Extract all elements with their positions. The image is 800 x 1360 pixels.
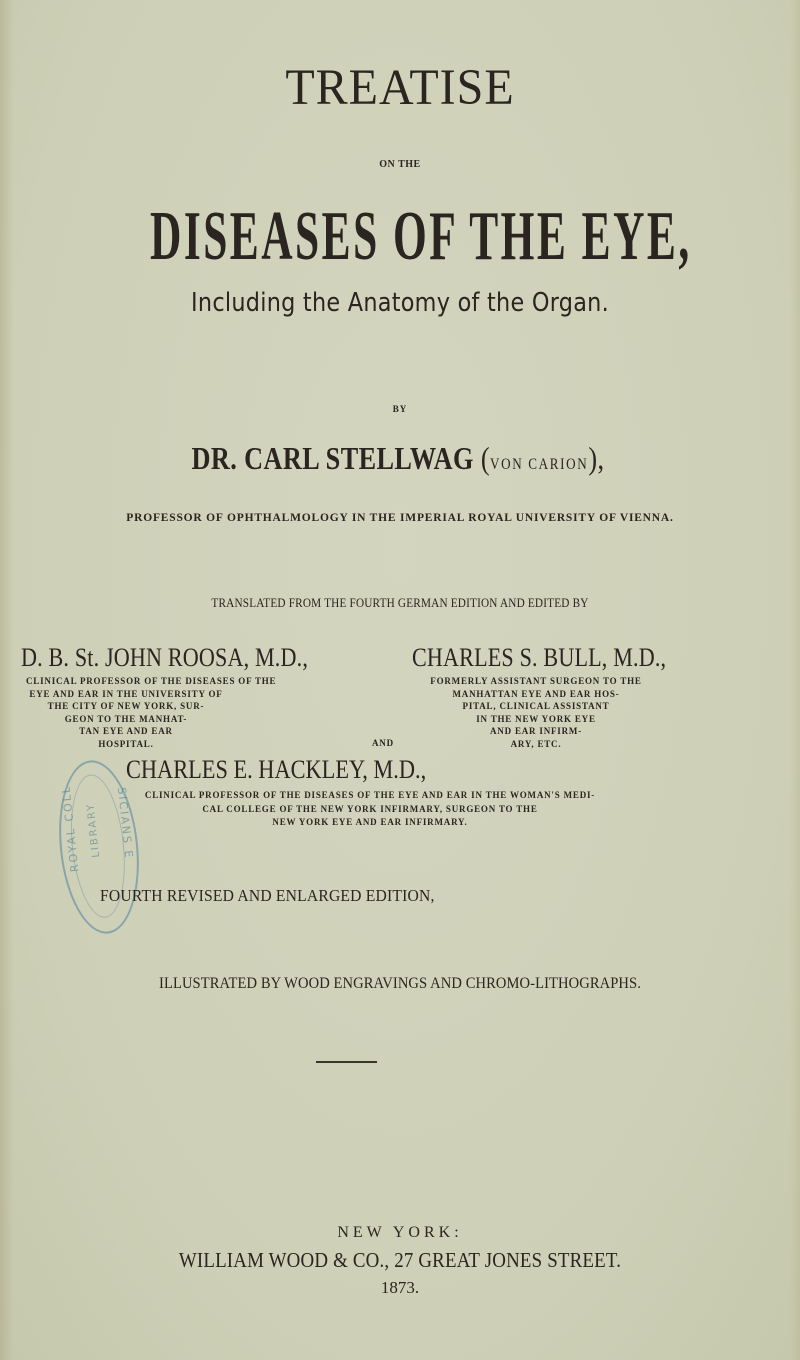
translated-line: TRANSLATED FROM THE FOURTH GERMAN EDITION AND EDITED BY bbox=[211, 596, 589, 610]
divider-rule bbox=[316, 1061, 377, 1063]
credential-line: MANHATTAN EYE AND EAR HOS- bbox=[452, 688, 620, 699]
editor-3-credentials bbox=[90, 789, 650, 830]
credential-line: HOSPITAL. bbox=[98, 738, 154, 749]
credential-line: NEW YORK EYE AND EAR INFIRMARY. bbox=[272, 817, 468, 827]
main-title: DISEASES OF THE EYE, bbox=[150, 198, 692, 275]
credential-line: ARY, ETC. bbox=[510, 738, 562, 749]
credential-line: THE CITY OF NEW YORK, SUR- bbox=[47, 701, 205, 712]
editor-1-name: D. B. St. JOHN ROOSA, M.D., bbox=[21, 643, 309, 672]
heading-treatise: TREATISE bbox=[285, 59, 515, 116]
author-name-line bbox=[70, 440, 726, 477]
credential-line: CLINICAL PROFESSOR OF THE DISEASES OF THE EYE AND EAR IN THE WOMAN'S MEDI- bbox=[144, 790, 596, 800]
credential-line: CLINICAL PROFESSOR OF THE DISEASES OF THE bbox=[26, 676, 277, 686]
and-conjunction: AND bbox=[372, 738, 394, 748]
edition-line: FOURTH REVISED AND ENLARGED EDITION, bbox=[100, 886, 435, 905]
by-label: BY bbox=[392, 404, 408, 414]
author-title: PROFESSOR OF OPHTHALMOLOGY IN THE IMPERIAL ROYAL UNIVERSITY OF VIENNA. bbox=[126, 512, 674, 524]
stamp-text-middle: LIBRARY bbox=[85, 802, 103, 859]
credential-line: TAN EYE AND EAR bbox=[79, 726, 173, 737]
imprint-year: 1873. bbox=[380, 1278, 420, 1297]
editor-1-credentials bbox=[26, 675, 277, 751]
author-name-suffix: VON CARION bbox=[489, 456, 589, 473]
credential-line: AND EAR INFIRM- bbox=[490, 726, 582, 737]
stamp-text-left: ROYAL COLL bbox=[59, 784, 82, 873]
stamp-text-right: SICIANS E bbox=[114, 786, 136, 860]
editor-2-name: CHARLES S. BULL, M.D., bbox=[412, 643, 667, 672]
imprint-city: NEW YORK: bbox=[337, 1224, 463, 1241]
subtitle: Including the Anatomy of the Organ. bbox=[191, 288, 609, 318]
author-name: DR. CARL STELLWAG bbox=[191, 440, 474, 476]
on-the-label: ON THE bbox=[379, 159, 421, 170]
illustrated-line: ILLUSTRATED BY WOOD ENGRAVINGS AND CHROMO-LITHOGRAPHS. bbox=[159, 975, 641, 992]
editor-3-name: CHARLES E. HACKLEY, M.D., bbox=[126, 755, 427, 784]
credential-line: PITAL, CLINICAL ASSISTANT bbox=[462, 701, 610, 712]
imprint-publisher: WILLIAM WOOD & CO., 27 GREAT JONES STREET. bbox=[178, 1248, 622, 1272]
credential-line: FORMERLY ASSISTANT SURGEON TO THE bbox=[430, 676, 642, 686]
author-paren-open: ( bbox=[473, 440, 490, 476]
credential-line: EYE AND EAR IN THE UNIVERSITY OF bbox=[29, 688, 223, 699]
editor-2-credentials bbox=[406, 675, 666, 751]
author-paren-close: ), bbox=[588, 440, 605, 476]
credential-line: CAL COLLEGE OF THE NEW YORK INFIRMARY, SURGEON TO THE bbox=[202, 803, 538, 814]
credential-line: GEON TO THE MANHAT- bbox=[64, 713, 188, 724]
credential-line: IN THE NEW YORK EYE bbox=[476, 713, 596, 724]
